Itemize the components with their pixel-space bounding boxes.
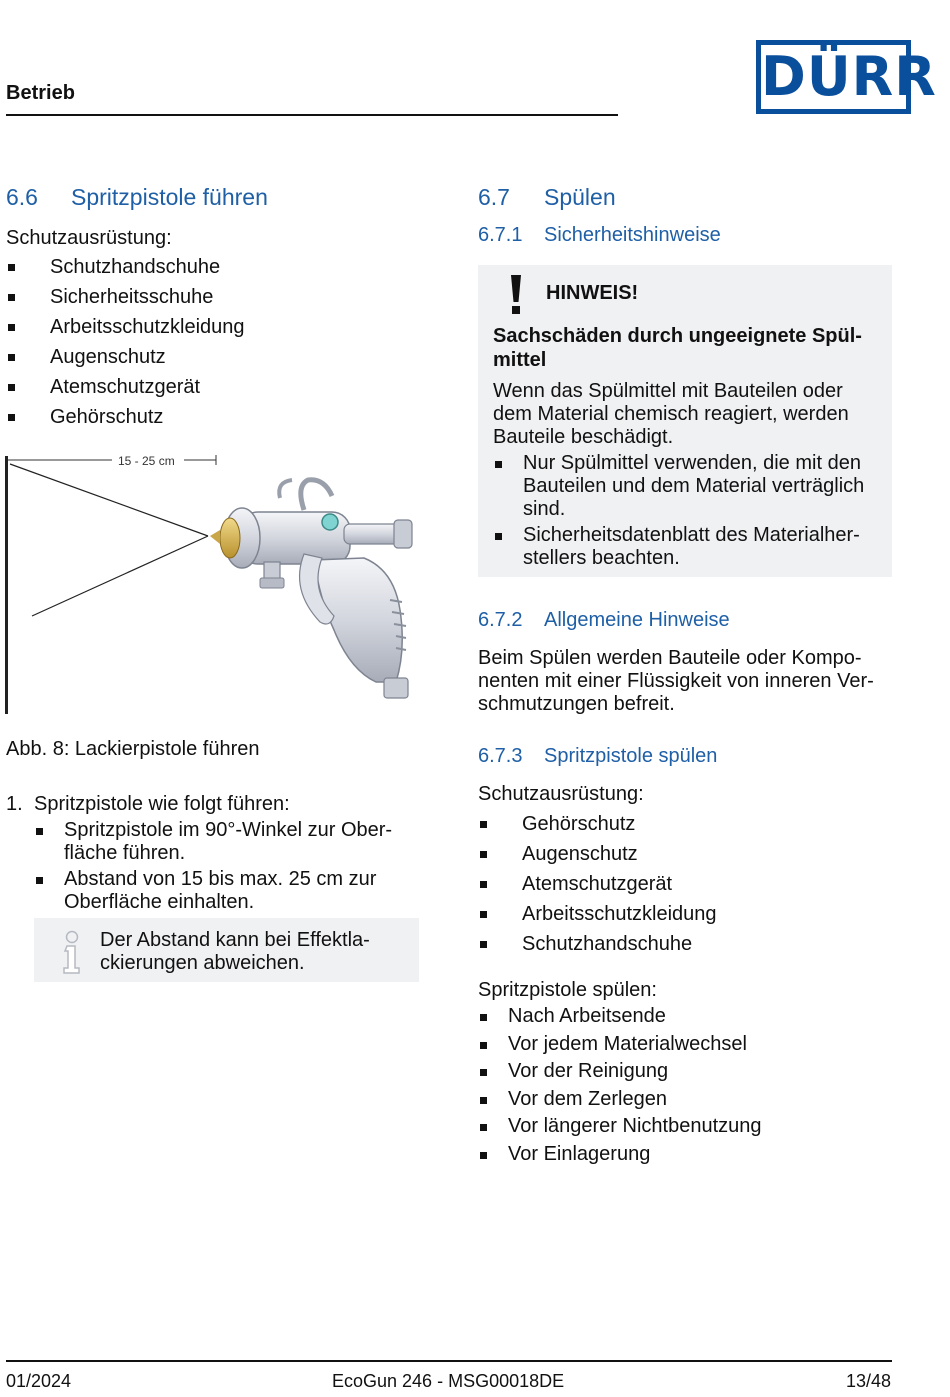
list-item: Nur Spülmittel verwenden, die mit den Bauteilen und dem Material verträglich sind. bbox=[493, 452, 888, 521]
exclamation-icon bbox=[508, 275, 524, 315]
running-header: Betrieb bbox=[6, 82, 75, 104]
notice-box bbox=[478, 265, 892, 577]
subsection-title: Spritzpistole spülen bbox=[544, 745, 718, 767]
list-item: Augenschutz bbox=[478, 839, 888, 869]
logo-frame bbox=[761, 45, 937, 109]
footer-date: 01/2024 bbox=[6, 1371, 72, 1391]
list-item: Vor längerer Nichtbenutzung bbox=[478, 1113, 888, 1141]
ppe-list bbox=[6, 252, 426, 432]
subsection-title: Allgemeine Hinweise bbox=[544, 609, 730, 631]
list-item: Nach Arbeitsende bbox=[478, 1003, 888, 1031]
figure-caption: Abb. 8: Lackierpistole führen bbox=[6, 738, 260, 760]
notice-heading: Sachschäden durch ungeeignete Spül- mittel bbox=[493, 325, 862, 371]
step-bullets bbox=[34, 819, 414, 917]
notice-bullets bbox=[493, 452, 888, 573]
spray-gun-figure bbox=[4, 450, 424, 718]
list-item: Gehörschutz bbox=[478, 809, 888, 839]
surface-line bbox=[5, 456, 8, 714]
subsection-number: 6.7.2 bbox=[478, 609, 523, 631]
section-number: 6.6 bbox=[6, 184, 38, 210]
header-rule bbox=[6, 114, 618, 116]
footer-rule bbox=[6, 1360, 892, 1362]
list-item: Vor jedem Materialwechsel bbox=[478, 1031, 888, 1059]
footer-document: EcoGun 246 - MSG00018DE bbox=[332, 1371, 565, 1391]
list-item: Spritzpistole im 90°-Winkel zur Ober- fläche führen. bbox=[34, 819, 414, 865]
list-item: Abstand von 15 bis max. 25 cm zur Oberfläche einhalten. bbox=[34, 868, 414, 914]
step-1 bbox=[6, 793, 290, 816]
subsection-heading-6-7-2 bbox=[478, 609, 730, 632]
list-item: Gehörschutz bbox=[6, 402, 426, 432]
list-item: Sicherheitsschuhe bbox=[6, 282, 426, 312]
section-title: Spritzpistole führen bbox=[71, 184, 268, 210]
step-number: 1. bbox=[6, 793, 23, 815]
spray-gun-icon bbox=[210, 480, 412, 698]
notice-label: HINWEIS! bbox=[546, 282, 639, 304]
info-note bbox=[34, 918, 419, 982]
ppe-list-right bbox=[478, 809, 888, 959]
list-item: Atemschutzgerät bbox=[6, 372, 426, 402]
dimension-label: 15 - 25 cm bbox=[118, 454, 175, 468]
general-notes-text: Beim Spülen werden Bauteile oder Kompo- nenten mit einer Flüssigkeit von inneren Ver- schmutzungen befreit. bbox=[478, 647, 874, 715]
list-item: Vor der Reinigung bbox=[478, 1058, 888, 1086]
info-text: Der Abstand kann bei Effektla- ckierungen abweichen. bbox=[100, 929, 370, 974]
info-icon bbox=[58, 930, 86, 976]
subsection-number: 6.7.3 bbox=[478, 745, 523, 767]
list-item: Augenschutz bbox=[6, 342, 426, 372]
subsection-title: Sicherheitshinweise bbox=[544, 224, 721, 246]
section-heading-6-7 bbox=[478, 184, 616, 211]
list-item: Vor dem Zerlegen bbox=[478, 1086, 888, 1114]
list-item: Atemschutzgerät bbox=[478, 869, 888, 899]
section-title: Spülen bbox=[544, 184, 616, 210]
subsection-heading-6-7-3 bbox=[478, 745, 717, 768]
footer-page-number: 13/48 bbox=[846, 1371, 892, 1391]
list-item: Arbeitsschutzkleidung bbox=[478, 899, 888, 929]
list-item: Schutzhandschuhe bbox=[6, 252, 426, 282]
ppe-label-right: Schutzausrüstung: bbox=[478, 783, 644, 805]
subsection-heading-6-7-1 bbox=[478, 224, 721, 247]
list-item: Arbeitsschutzkleidung bbox=[6, 312, 426, 342]
flush-when-label: Spritzpistole spülen: bbox=[478, 979, 657, 1001]
section-heading-6-6 bbox=[6, 184, 268, 211]
step-text: Spritzpistole wie folgt führen: bbox=[34, 793, 290, 815]
section-number: 6.7 bbox=[478, 184, 510, 210]
list-item: Sicherheitsdatenblatt des Materialher- stellers beachten. bbox=[493, 524, 888, 570]
ppe-label: Schutzausrüstung: bbox=[6, 227, 172, 249]
subsection-number: 6.7.1 bbox=[478, 224, 523, 246]
list-item: Vor Einlagerung bbox=[478, 1141, 888, 1169]
notice-body: Wenn das Spülmittel mit Bauteilen oder dem Material chemisch reagiert, werden Bauteile beschädigt. bbox=[493, 380, 849, 448]
duerr-logo bbox=[756, 40, 937, 114]
logo-text: DÜRR bbox=[761, 45, 937, 108]
list-item: Schutzhandschuhe bbox=[478, 929, 888, 959]
flush-when-list bbox=[478, 1003, 888, 1168]
